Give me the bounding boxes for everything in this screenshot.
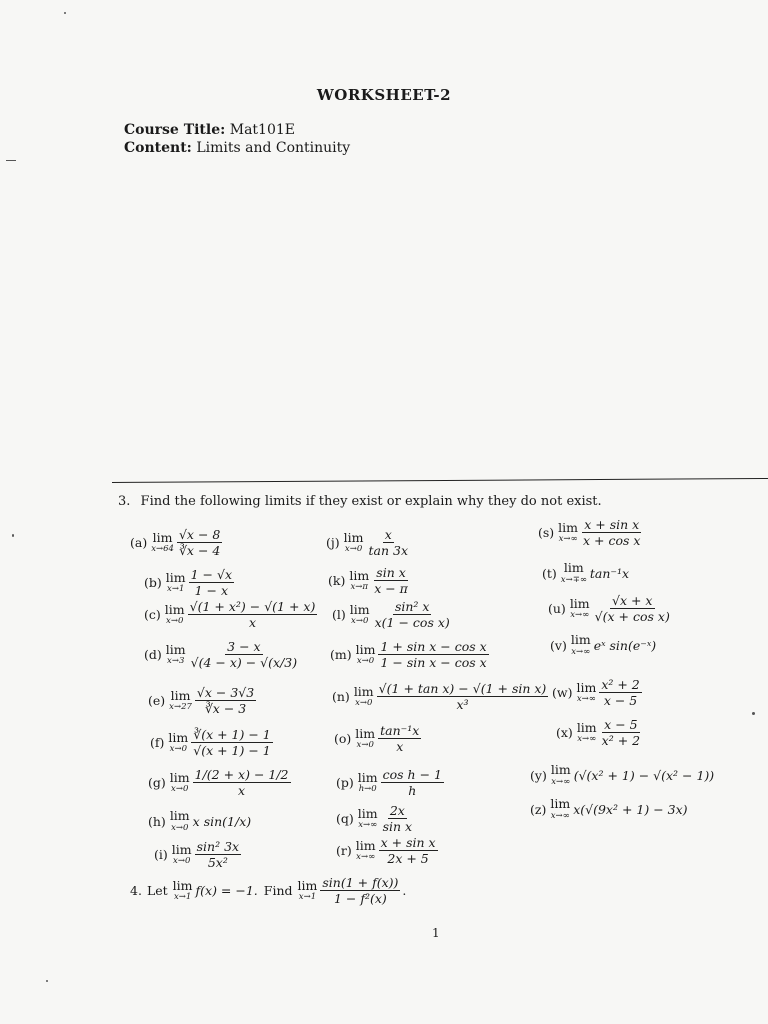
page-title: WORKSHEET-2 [316,86,452,104]
limit-subscript: x→0 [169,744,187,755]
limit-subscript: x→1 [167,584,185,595]
limit-fraction [377,682,549,711]
limit-operator: lim x→∓∞ [560,560,587,585]
fraction-numerator: x [384,527,392,542]
fraction-numerator: sin² 3x [196,839,240,854]
content-value: Limits and Continuity [196,140,351,156]
fraction-denominator: x³ [456,697,469,713]
limit-fraction [189,640,300,669]
limit-item [336,836,438,865]
limit-subscript: x→π [350,582,369,593]
page-number: 1 [432,926,440,940]
limit-subscript: x→0 [166,616,184,627]
fraction-denominator: x² + 2 [601,733,641,749]
limit-item-label: (u) [548,601,566,617]
limit-item [548,594,672,623]
limit-operator: lim x→∞ [558,519,579,545]
fraction-numerator: 1 + sin x − cos x [380,639,487,654]
limit-item-label: (d) [144,647,162,663]
limit-item [130,528,222,557]
limit-item-label: (z) [530,801,547,817]
limit-item-label: (f) [150,735,165,751]
limit-expression: (√(x² + 1) − √(x² − 1)) [573,767,715,783]
limit-item [550,634,656,656]
limit-fraction [600,718,642,747]
question-4-fraction [320,876,400,905]
question-3-prompt [118,494,602,509]
limit-operator: lim x→0 [171,841,192,867]
fraction-denominator: 5x² [207,855,228,871]
limit-operator: lim x→π [349,567,370,593]
content-line [124,140,350,156]
limit-operator: lim x→0 [353,683,374,709]
question-4-text2: Find [263,883,293,899]
limit-item-label: (h) [148,813,166,829]
limit-operator: lim x→∞ [570,632,591,657]
limit-item [326,528,410,557]
fraction-numerator: √x − 3√3 [196,685,255,700]
fraction-numerator: x − 5 [604,717,638,732]
question-4-limit-sub: x→1 [173,892,192,903]
question-4-numerator: sin(1 + f(x)) [322,875,399,890]
limit-subscript: x→∞ [550,810,570,821]
limit-item [154,840,241,869]
limit-item [334,724,421,753]
limit-item [336,804,414,833]
limit-operator: lim x→0 [169,769,190,795]
limit-item-label: (o) [334,731,352,747]
limit-operator: lim x→1 [165,569,186,595]
fraction-numerator: √(1 + x²) − √(1 + x) [189,599,316,614]
limit-fraction [191,728,273,757]
fraction-numerator: ∛(x + 1) − 1 [193,727,271,742]
limit-operator: lim x→64 [151,529,174,555]
limit-subscript: x→0 [173,856,191,867]
fraction-denominator: √(4 − x) − √(x/3) [190,655,298,671]
limit-subscript: x→0 [171,822,189,833]
limit-fraction [373,600,452,629]
fraction-denominator: 2x + 5 [387,851,429,867]
limit-subscript: x→27 [169,702,192,713]
limit-operator: lim x→∞ [550,796,571,821]
limit-subscript: x→∞ [356,852,376,863]
limit-operator: lim x→∞ [576,719,597,745]
limit-subscript: x→3 [167,656,185,667]
scan-speck [46,980,48,982]
fraction-denominator: x + cos x [583,533,641,549]
limit-subscript: x→0 [344,544,363,555]
fraction-denominator: h [408,783,417,799]
scan-speck [12,534,14,537]
limit-fraction [195,686,256,715]
limit-item [144,640,299,669]
question-4-limit: lim x→1 [172,877,193,903]
limit-item [148,768,291,797]
limit-fraction [379,836,438,865]
limit-item [150,728,273,757]
limit-operator: lim x→0 [164,601,185,627]
limit-fraction [381,768,444,797]
limit-subscript: x→0 [355,698,373,709]
limit-expression: eˣ sin(e⁻ˣ) [593,637,657,653]
limit-expression: tan⁻¹x [589,565,630,581]
limit-operator: lim x→0 [349,601,370,627]
limit-operator: lim x→27 [169,687,192,713]
scan-speck [6,160,16,161]
fraction-denominator: x [238,783,246,799]
limit-fraction [372,566,410,595]
limit-subscript: x→∞ [570,610,590,621]
limit-item [552,678,642,707]
limit-subscript: x→∞ [577,734,597,745]
limit-operator: lim x→∞ [357,805,378,831]
question-4-limit-2: lim x→1 [297,877,318,903]
fraction-denominator: x − π [374,581,408,597]
limit-item-label: (e) [148,693,166,709]
fraction-numerator: √(1 + tan x) − √(1 + sin x) [378,681,547,696]
fraction-denominator: 1 − sin x − cos x [380,655,487,671]
limit-fraction [177,528,222,557]
limit-item-label: (r) [336,843,352,859]
scan-speck [64,12,66,14]
limit-fraction [593,594,672,623]
limit-subscript: x→∞ [576,694,596,705]
limit-fraction [193,768,291,797]
horizontal-rule [112,478,768,483]
limit-fraction [189,568,234,597]
limit-fraction [195,840,241,869]
fraction-denominator: ∛x − 3 [204,701,247,717]
limit-item [538,518,642,547]
fraction-numerator: 1/(2 + x) − 1/2 [194,767,289,782]
limit-item-label: (v) [550,637,567,653]
fraction-denominator: √(x + cos x) [594,609,670,625]
question-4-denominator: 1 − f²(x) [333,891,387,907]
limit-item [542,562,629,584]
course-title-line [124,122,295,138]
limit-subscript: x→∞ [358,820,378,831]
fraction-denominator: tan 3x [368,543,409,559]
limit-item [332,600,452,629]
question-3-text: Find the following limits if they exist or explain why they do not exist. [140,494,602,509]
limit-operator: lim x→0 [355,725,376,751]
limit-item-label: (n) [332,689,350,705]
fraction-numerator: 3 − x [227,639,261,654]
limit-item-label: (w) [552,685,573,701]
limit-item [328,566,410,595]
limit-subscript: x→∞ [571,646,591,657]
fraction-denominator: 1 − x [194,583,229,599]
question-4-number: 4. [130,883,142,899]
limit-expression: x(√(9x² + 1) − 3x) [573,801,688,817]
fraction-denominator: x [396,739,404,755]
limit-item-label: (g) [148,775,166,791]
fraction-numerator: tan⁻¹x [380,723,420,738]
limit-item-label: (k) [328,573,346,589]
limit-item-label: (b) [144,575,162,591]
fraction-denominator: √(x + 1) − 1 [193,743,271,759]
limit-subscript: h→0 [358,784,377,795]
question-3-number: 3. [118,494,131,509]
fraction-numerator: 2x [389,803,405,818]
limit-item-label: (a) [130,535,148,551]
fraction-numerator: 1 − √x [190,567,233,582]
limit-operator: lim h→0 [357,769,378,795]
limit-item-label: (p) [336,775,354,791]
limit-operator: lim x→0 [355,641,376,667]
limit-subscript: x→0 [356,656,375,667]
limit-operator: lim x→∞ [355,837,376,863]
limit-item-label: (m) [330,647,352,663]
limit-item [530,764,714,786]
fraction-numerator: x² + 2 [601,677,640,692]
question-4-limit-2-sub: x→1 [298,892,317,903]
fraction-numerator: sin x [376,565,406,580]
limit-fraction [381,804,415,833]
limit-subscript: x→0 [351,616,369,627]
limit-subscript: x→∞ [558,534,578,545]
fraction-denominator: x [248,615,257,631]
limit-item-label: (q) [336,811,354,827]
limit-subscript: x→∓∞ [560,574,587,585]
limit-item [144,568,234,597]
limit-item [330,640,489,669]
limit-fraction [378,724,421,753]
limit-item [336,768,444,797]
limit-subscript: x→64 [151,544,174,555]
limit-fraction [581,518,642,547]
question-4-given: f(x) = −1. [195,883,258,899]
limit-item-label: (c) [144,607,161,623]
limit-subscript: x→0 [356,740,374,751]
fraction-denominator: ∛x − 4 [178,543,221,559]
fraction-denominator: x − 5 [603,693,638,709]
course-title-value: Mat101E [229,122,295,138]
fraction-numerator: √x − 8 [178,527,221,542]
limit-operator: lim x→0 [168,729,189,755]
limit-fraction [599,678,641,707]
limit-item [148,686,256,715]
limit-operator: lim x→0 [169,808,190,833]
fraction-numerator: √x + x [612,593,653,608]
limit-item-label: (t) [542,565,557,581]
question-4-text1: Let [146,883,168,899]
limit-item [332,682,548,711]
limit-item-label: (j) [326,535,340,551]
fraction-numerator: sin² x [394,599,430,614]
limit-subscript: x→0 [171,784,189,795]
limit-item [148,810,251,832]
course-title-label: Course Title: [124,122,226,138]
limit-fraction [367,528,411,557]
limit-fraction [188,600,318,629]
limit-item-label: (x) [556,725,573,741]
limit-fraction [378,640,488,669]
content-label: Content: [124,140,192,156]
limit-item-label: (i) [154,847,168,863]
limit-item-label: (y) [530,767,547,783]
fraction-denominator: x(1 − cos x) [374,615,450,631]
limit-operator: lim x→∞ [550,762,571,787]
limit-item [530,798,688,820]
limit-item [144,600,317,629]
fraction-numerator: x + sin x [584,517,640,532]
fraction-numerator: cos h − 1 [382,767,442,782]
fraction-numerator: x + sin x [380,835,436,850]
limit-item-label: (s) [538,525,555,541]
limit-item-label: (l) [332,607,346,623]
scan-speck [752,712,755,715]
limit-operator: lim x→∞ [569,595,590,621]
limit-subscript: x→∞ [551,776,571,787]
limit-operator: lim x→0 [343,529,364,555]
limit-operator: lim x→3 [165,641,186,667]
limit-operator: lim x→∞ [576,679,597,705]
question-4: 4. Let lim x→1 f(x) = −1. Find lim x→1 $\frac{\sin(1 + f(x))}{\text{1 − f²(x)}}$ . [130,875,407,907]
limit-item [556,718,642,747]
limit-expression: x sin(1/x) [192,813,252,829]
fraction-denominator: sin x [382,819,413,835]
